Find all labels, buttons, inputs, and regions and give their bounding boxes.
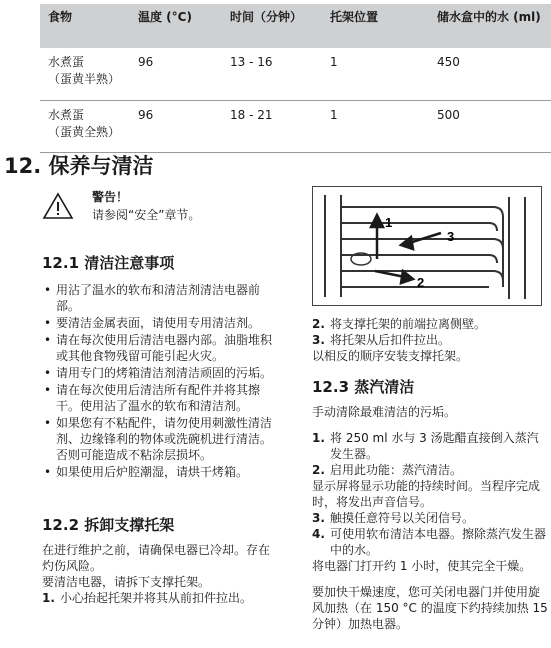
paragraph: 要清洁电器，请拆下支撑托架。	[42, 575, 211, 589]
remove-supports-continued	[312, 316, 548, 364]
list-item: • 如果您有不粘配件，请勿使用刺激性清洁剂、边缘锋利的物体或洗碗机进行清洁。否则可能造成不粘涂层损坏。	[42, 415, 278, 463]
step-number: 2.	[312, 317, 325, 331]
cell-time: 18 - 21	[222, 100, 322, 152]
step-text: 启用此功能：蒸汽清洁。	[330, 463, 463, 477]
step-text: 小心抬起托架并将其从前扣件拉出。	[60, 591, 253, 605]
figure-label-3: 3	[447, 229, 455, 244]
step-number: 1.	[312, 431, 325, 445]
step-number: 2.	[312, 463, 325, 477]
step-number: 3.	[312, 333, 325, 347]
table-header-row	[40, 4, 551, 48]
step-2	[312, 462, 548, 478]
paragraph: 手动清除最难清洁的污垢。	[312, 405, 457, 419]
list-item: • 请在每次使用后清洁所有配件并将其擦干。使用沾了温水的软布和清洁剂。	[42, 382, 278, 414]
cleaning-notes	[42, 282, 278, 481]
step-number: 4.	[312, 527, 325, 541]
warning-triangle-icon	[42, 192, 74, 220]
table-row	[40, 48, 551, 100]
col-header-water: 储水盒中的水 (ml)	[429, 4, 551, 48]
paragraph: 显示屏将显示功能的持续时间。当程序完成时，将发出声音信号。	[312, 479, 541, 509]
steam-eggs-table	[40, 4, 551, 153]
cell-temperature: 96	[130, 100, 222, 152]
shelf-support-drawing	[313, 187, 541, 305]
col-header-food: 食物	[40, 4, 130, 48]
list-item: • 请用专门的烤箱清洁剂清洁顽固的污垢。	[42, 365, 278, 381]
paragraph: 将电器门打开约 1 小时，使其完全干燥。	[312, 559, 532, 573]
warning-title: 警告！	[92, 190, 129, 204]
figure-label-2: 2	[417, 275, 425, 290]
step-3	[312, 332, 548, 348]
shelf-support-illustration	[312, 186, 542, 306]
cleaning-notes-list	[42, 282, 278, 480]
col-header-time: 时间（分钟）	[222, 4, 322, 48]
paragraph: 要加快干燥速度，您可关闭电器门并使用旋风加热（在 150 °C 的温度下约持续加热 15 分钟）加热电器。	[312, 585, 548, 631]
cell-food: 水煮蛋 （蛋黄全熟）	[40, 100, 130, 152]
step-text: 可使用软布清洁本电器。擦除蒸汽发生器中的水。	[330, 527, 547, 557]
steam-cleaning-section	[312, 404, 548, 632]
warning-text: 请参阅“安全”章节。	[92, 208, 201, 222]
step-text: 触摸任意符号以关闭信号。	[330, 511, 475, 525]
heading-12-1: 12.1 清洁注意事项	[42, 254, 175, 272]
paragraph: 在进行维护之前，请确保电器已冷却。存在灼伤风险。	[42, 543, 271, 573]
list-item: • 如果使用后炉腔潮湿，请烘干烤箱。	[42, 464, 278, 480]
heading-12-3: 12.3 蒸汽清洁	[312, 378, 415, 396]
table-row	[40, 100, 551, 152]
cell-water: 500	[429, 100, 551, 152]
warning-box	[42, 188, 292, 228]
step-number: 1.	[42, 591, 55, 605]
paragraph: 以相反的顺序安装支撑托架。	[312, 349, 469, 363]
cell-shelf: 1	[322, 48, 429, 100]
figure-label-1: 1	[385, 215, 393, 230]
step-1	[42, 590, 278, 606]
col-header-shelf: 托架位置	[322, 4, 429, 48]
list-item: • 要清洁金属表面，请使用专用清洁剂。	[42, 315, 278, 331]
step-3	[312, 510, 548, 526]
cell-time: 13 - 16	[222, 48, 322, 100]
step-text: 将支撑托架的前端拉离侧壁。	[330, 317, 487, 331]
step-1	[312, 430, 548, 462]
cell-temperature: 96	[130, 48, 222, 100]
step-number: 3.	[312, 511, 325, 525]
cell-water: 450	[429, 48, 551, 100]
step-text: 将 250 ml 水与 3 汤匙醋直接倒入蒸汽发生器。	[330, 431, 539, 461]
list-item: • 请在每次使用后清洁电器内部。油脂堆积或其他食物残留可能引起火灾。	[42, 332, 278, 364]
step-4	[312, 526, 548, 558]
cell-food: 水煮蛋 （蛋黄半熟）	[40, 48, 130, 100]
list-item: • 用沾了温水的软布和清洁剂清洁电器前部。	[42, 282, 278, 314]
cell-shelf: 1	[322, 100, 429, 152]
section-title: 12. 保养与清洁	[4, 154, 154, 178]
heading-12-2: 12.2 拆卸支撑托架	[42, 516, 175, 534]
col-header-temperature: 温度 (°C)	[130, 4, 222, 48]
step-text: 将托架从后扣件拉出。	[330, 333, 451, 347]
remove-supports-section	[42, 542, 278, 606]
step-2	[312, 316, 548, 332]
